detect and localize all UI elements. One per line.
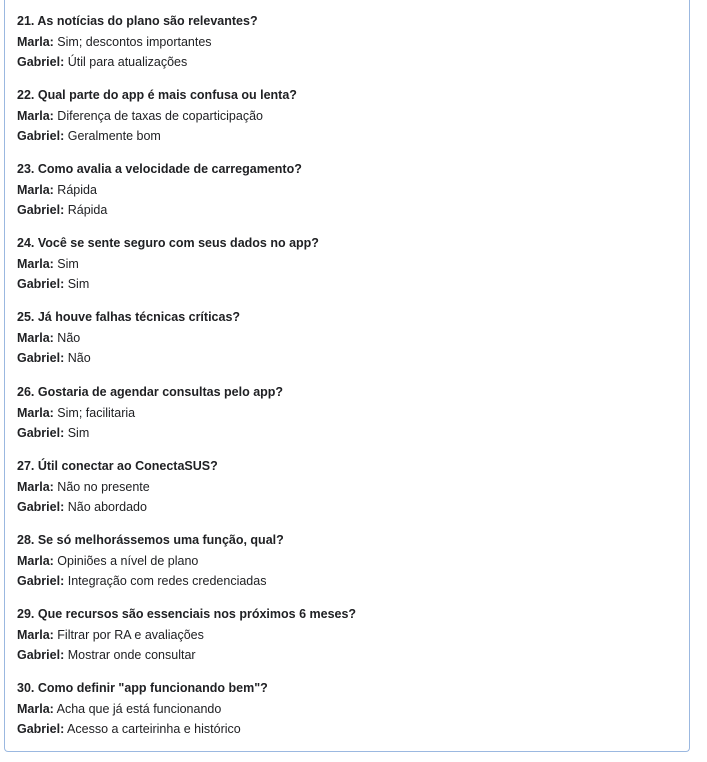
question: 27. Útil conectar ao ConectaSUS?	[17, 459, 218, 473]
answer-text: Útil para atualizações	[64, 55, 188, 69]
respondent-name: Gabriel:	[17, 426, 65, 440]
respondent-name: Marla:	[17, 108, 54, 123]
answer-gabriel	[17, 645, 677, 666]
respondent-name: Marla:	[17, 330, 54, 345]
answer-text: Integração com redes credenciadas	[64, 574, 267, 588]
answer-marla	[17, 625, 677, 646]
answer-gabriel	[17, 126, 677, 147]
answer-text: Não abordado	[64, 500, 147, 514]
answer-text: Sim; descontos importantes	[53, 34, 212, 49]
question: 28. Se só melhorássemos uma função, qual?	[17, 533, 284, 547]
qa-item	[17, 307, 677, 369]
respondent-name: Gabriel:	[17, 277, 65, 291]
answer-gabriel	[17, 719, 677, 740]
answer-text: Não no presente	[53, 479, 150, 494]
respondent-name: Gabriel:	[17, 500, 65, 514]
answer-text: Não	[64, 351, 91, 365]
respondent-name: Marla:	[17, 627, 54, 642]
question: 21. As notícias do plano são relevantes?	[17, 14, 258, 28]
answer-gabriel	[17, 200, 677, 221]
question: 26. Gostaria de agendar consultas pelo app?	[17, 385, 284, 399]
answer-text: Mostrar onde consultar	[64, 648, 196, 662]
answer-marla	[17, 254, 677, 275]
respondent-name: Gabriel:	[17, 351, 65, 365]
answer-text: Rápida	[64, 203, 108, 217]
respondent-name: Marla:	[17, 182, 54, 197]
qa-item	[17, 382, 677, 444]
answer-text: Sim; facilitaria	[53, 405, 136, 420]
answer-text: Filtrar por RA e avaliações	[53, 627, 204, 642]
answer-text: Geralmente bom	[64, 129, 161, 143]
qa-item	[17, 530, 677, 592]
answer-text: Não	[53, 330, 81, 345]
respondent-name: Gabriel:	[17, 574, 65, 588]
answer-gabriel	[17, 497, 677, 518]
answer-text: Acha que já está funcionando	[53, 701, 222, 716]
answer-text: Sim	[53, 256, 79, 271]
respondent-name: Marla:	[17, 701, 54, 716]
qa-item	[17, 678, 677, 740]
question: 25. Já houve falhas técnicas críticas?	[17, 310, 241, 324]
qa-item	[17, 604, 677, 666]
answer-marla	[17, 403, 677, 424]
respondent-name: Gabriel:	[17, 55, 65, 69]
answer-text: Sim	[64, 277, 90, 291]
answer-gabriel	[17, 52, 677, 73]
answer-marla	[17, 477, 677, 498]
answer-gabriel	[17, 423, 677, 444]
question: 29. Que recursos são essenciais nos próximos 6 meses?	[17, 607, 357, 621]
answer-gabriel	[17, 571, 677, 592]
answer-gabriel	[17, 348, 677, 369]
answer-marla	[17, 106, 677, 127]
answer-text: Rápida	[53, 182, 97, 197]
answer-text: Acesso a carteirinha e histórico	[64, 722, 241, 736]
question: 22. Qual parte do app é mais confusa ou lenta?	[17, 88, 297, 102]
qa-item	[17, 159, 677, 221]
respondent-name: Marla:	[17, 256, 54, 271]
qa-item	[17, 11, 677, 73]
respondent-name: Marla:	[17, 553, 54, 568]
qa-item	[17, 85, 677, 147]
answer-text: Opiniões a nível de plano	[53, 553, 199, 568]
respondent-name: Gabriel:	[17, 648, 65, 662]
respondent-name: Marla:	[17, 479, 54, 494]
respondent-name: Gabriel:	[17, 129, 65, 143]
answer-text: Diferença de taxas de coparticipação	[53, 108, 263, 123]
question: 24. Você se sente seguro com seus dados no app?	[17, 236, 319, 250]
qa-item	[17, 233, 677, 295]
answer-marla	[17, 328, 677, 349]
question: 23. Como avalia a velocidade de carregamento?	[17, 162, 302, 176]
question: 30. Como definir "app funcionando bem"?	[17, 681, 268, 695]
answer-marla	[17, 551, 677, 572]
answer-marla	[17, 699, 677, 720]
respondent-name: Gabriel:	[17, 722, 65, 736]
answer-text: Sim	[64, 426, 90, 440]
respondent-name: Gabriel:	[17, 203, 65, 217]
respondent-name: Marla:	[17, 405, 54, 420]
answer-marla	[17, 180, 677, 201]
qa-panel	[4, 0, 690, 752]
respondent-name: Marla:	[17, 34, 54, 49]
qa-item	[17, 456, 677, 518]
answer-marla	[17, 32, 677, 53]
answer-gabriel	[17, 274, 677, 295]
